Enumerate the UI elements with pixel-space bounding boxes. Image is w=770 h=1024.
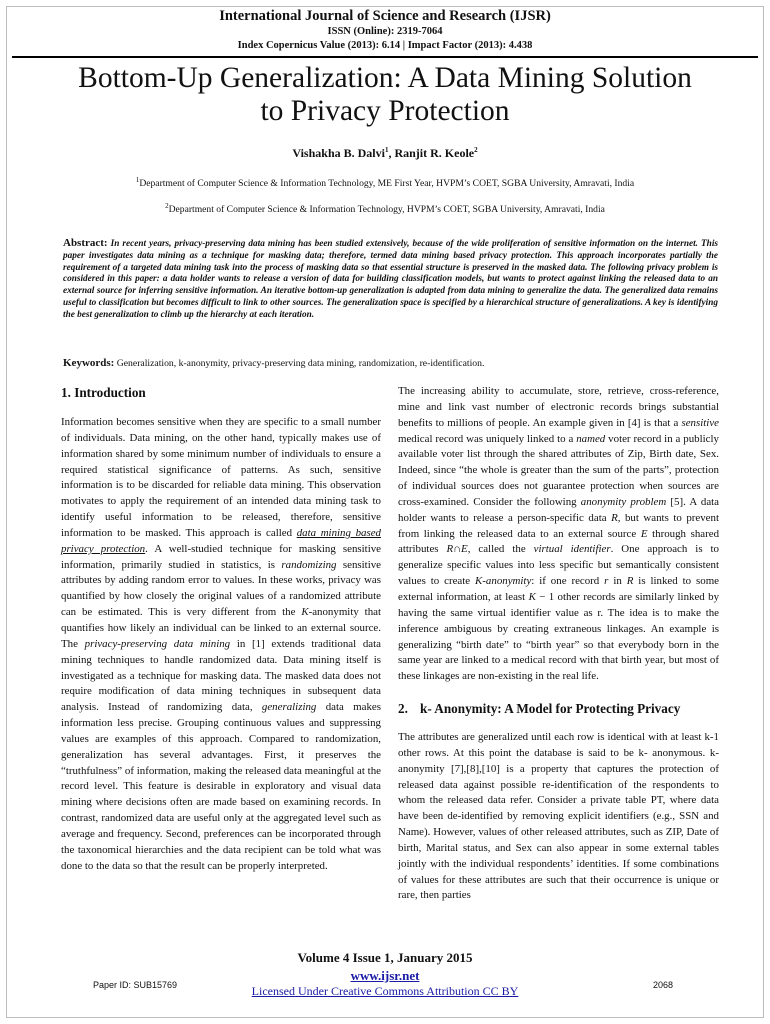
emph-run: privacy-preserving data mining [84, 637, 231, 650]
text-run: voter record in a publicly available voter list through the shared attributes of Zip, Birth date, Sex. Indeed, since “the whole is greater than the sum of the parts”, protection of individual sources does not guarantee protection when sources are cross-examined. Consider the following [398, 432, 719, 508]
text-run: : if one record [531, 575, 605, 588]
text-run: -anonymity that quantifies how likely an individual can be linked to an external source. The [61, 606, 381, 650]
text-run: in [608, 575, 627, 588]
intro-paragraph-1 [61, 415, 381, 874]
text-run: . One approach is to generalize specific values into less specific but semantically consistent values to create [398, 543, 720, 588]
emph-run: r [604, 575, 609, 588]
author-2-sup: 2 [474, 146, 478, 154]
section-2-paragraph: The attributes are generalized until each row is identical with at least k-1 other rows. At this point the database is said to be k- anonymous. k-anonymity [7],[8],[10] is a property that captures the protection of released data against possible re-identification of the respondents to whom the released data refer. Consider a private table PT, where data have been de-identified by removing explicit identifiers (e.g., SSN and Name). However, values of other released attributes, such as ZIP, Date of birth, Marital status, and Sex can also appear in some external tables jointly with the individual respondents’ identities. If some combinations of values for these attributes are such that their occurrence is unique or rare, then parties [398, 731, 719, 902]
footer-journal-link[interactable]: www.ijsr.net [350, 968, 420, 983]
paper-title [0, 62, 770, 128]
emph-run: K [528, 590, 536, 603]
issn-line: ISSN (Online): 2319-7064 [327, 26, 443, 37]
text-run: − 1 other records are similarly linked by having the same virtual identifier value as r. The idea is to make the inference ambiguous by creating extraneous linkages. An example is generalizing “birth date” to “birth year” so that everybody born in the same year are linked to a medical record with that birth year, but most of these linkages are non-existing in the real life. [398, 590, 720, 683]
keywords [63, 357, 718, 369]
text-run: [5]. A data holder wants to release a person-specific data [398, 495, 720, 524]
footer-paper-id: Paper ID: SUB15769 [93, 980, 178, 990]
affiliation-1 [0, 176, 770, 189]
abstract [63, 238, 718, 322]
footer-volume: Volume 4 Issue 1, January 2015 [297, 950, 473, 965]
section-2-number: 2. [398, 701, 408, 717]
emph-run: virtual identifier [533, 543, 611, 556]
emph-run: K-anonymity [475, 575, 532, 588]
emph-run: R∩E [446, 543, 468, 556]
text-run: medical record was uniquely linked to a [398, 432, 577, 445]
affiliation-1-sup: 1 [135, 176, 140, 184]
affiliation-2-text: Department of Computer Science & Information Technology, HVPM’s COET, SGBA University, Amravati, India [168, 204, 605, 216]
text-run: through shared attributes [398, 527, 720, 556]
index-line: Index Copernicus Value (2013): 6.14 | Impact Factor (2013): 4.438 [237, 40, 533, 51]
text-run: Information becomes sensitive when they are specific to a small number of individuals. Data mining, on the other hand, typically makes use of information shared by some minimum number of individuals to ensure a required statistical significance of patterns. As such, sensitive information is to be discarded for reliable data mining. This observation motivates to apply the requirement of an intended data mining task to identify useful information to be released, therefore, sensitive information to be masked. This approach is called [61, 416, 381, 539]
author-list [0, 146, 770, 161]
footer-license-link[interactable]: Licensed Under Creative Commons Attribution CC BY [251, 984, 519, 998]
title-line-2: to Privacy Protection [260, 95, 510, 127]
footer-page-number: 2068 [653, 980, 674, 990]
abstract-text: In recent years, privacy-preserving data mining has been studied extensively, because of the wide proliferation of sensitive information on the internet. This paper investigates data mining as a technique for masking data; therefore, termed data mining based privacy protection. This approach incorporates partially the requirement of a targeted data mining task into the process of masking data so that essential structure is preserved in the masked data. The following privacy problem is considered in this paper: a data holder wants to release a version of data for building classification models, but wants to protect against linking the released data to an external source for inferring sensitive information. An iterative bottom-up generalization is adapted from data mining to generalize the data. The generalized data remains useful to classification but becomes difficult to link to other sources. The generalization space is specified by a hierarchical structure of generalizations. A key is identifying the best generalization to climb up the hierarchy at each iteration. [63, 239, 718, 320]
right-column [398, 384, 719, 904]
text-run: . A well-studied technique for masking sensitive information, primarily studied in statistics, is [61, 542, 381, 571]
left-column [61, 384, 381, 874]
author-separator: , [388, 146, 395, 160]
emph-run: K [301, 606, 309, 619]
journal-name: International Journal of Science and Research (IJSR) [219, 8, 551, 24]
text-run: , called the [467, 543, 534, 556]
abstract-label: Abstract: [63, 237, 108, 249]
intro-paragraph-2 [398, 384, 719, 685]
emph-run: E [640, 527, 648, 540]
affiliation-2 [0, 202, 770, 215]
keywords-text: Generalization, k-anonymity, privacy-preserving data mining, randomization, re-identification. [116, 358, 485, 369]
emph-run: sensitive [681, 416, 719, 429]
affiliation-2-sup: 2 [165, 202, 169, 210]
text-run: is linked to some external information, at least [398, 575, 719, 603]
author-1-sup: 1 [384, 146, 389, 154]
section-2-title: k- Anonymity: A Model for Protecting Privacy [420, 701, 681, 717]
text-run: The increasing ability to accumulate, store, retrieve, cross-reference, mine and link vast number of electronic records brings substantial benefits to millions of people. An example given in [4] is that a [398, 385, 719, 429]
author-2-name: Ranjit R. Keole [394, 146, 475, 160]
emph-run: named [576, 432, 606, 445]
header-rule [12, 56, 758, 58]
section-1-heading: 1. Introduction [61, 385, 146, 400]
text-run: sensitive attributes by adding random error to values. In these works, privacy was quantified by how closely the original values of a randomized attribute can be estimated. This is very different from the [61, 558, 381, 619]
emph-run: randomizing [281, 558, 337, 571]
emph-run: R [611, 511, 618, 524]
emph-run: R [626, 575, 634, 588]
emph-run: data mining based privacy protection [61, 526, 382, 555]
keywords-label: Keywords: [63, 357, 115, 369]
affiliation-1-text: Department of Computer Science & Information Technology, ME First Year, HVPM’s COET, SGBA University, Amravati, India [139, 178, 635, 190]
author-1-name: Vishakha B. Dalvi [292, 146, 385, 160]
title-line-1: Bottom-Up Generalization: A Data Mining Solution [78, 62, 692, 94]
emph-run: anonymity problem [580, 495, 667, 508]
text-run: , but wants to prevent from linking the released data to an external source [398, 511, 719, 540]
emph-run: generalizing [261, 701, 317, 714]
section-2-heading [398, 700, 719, 717]
text-run: data makes information less precise. Grouping continuous values and suppressing values are examples of this approach. Compared to randomization, generalization has several advantages. First, it preserves the “truthfulness” of information, making the released data meaningful at the record level. This feature is desirable in exploratory and visual data mining where decisions often are made based on examining records. In contrast, randomized data are useful only at the aggregated level such as average and frequency. Second, preferences can be incorporated through the taxonomical hierarchies and the data recipient can be told what was done to the data so that the result can be properly interpreted. [61, 701, 381, 872]
text-run: in [1] extends traditional data mining techniques to handle randomized data. Data mining itself is investigated as a technique for masking data. The masked data does not require modification of data mining techniques in subsequent data analysis. Instead of randomizing data, [61, 637, 381, 714]
